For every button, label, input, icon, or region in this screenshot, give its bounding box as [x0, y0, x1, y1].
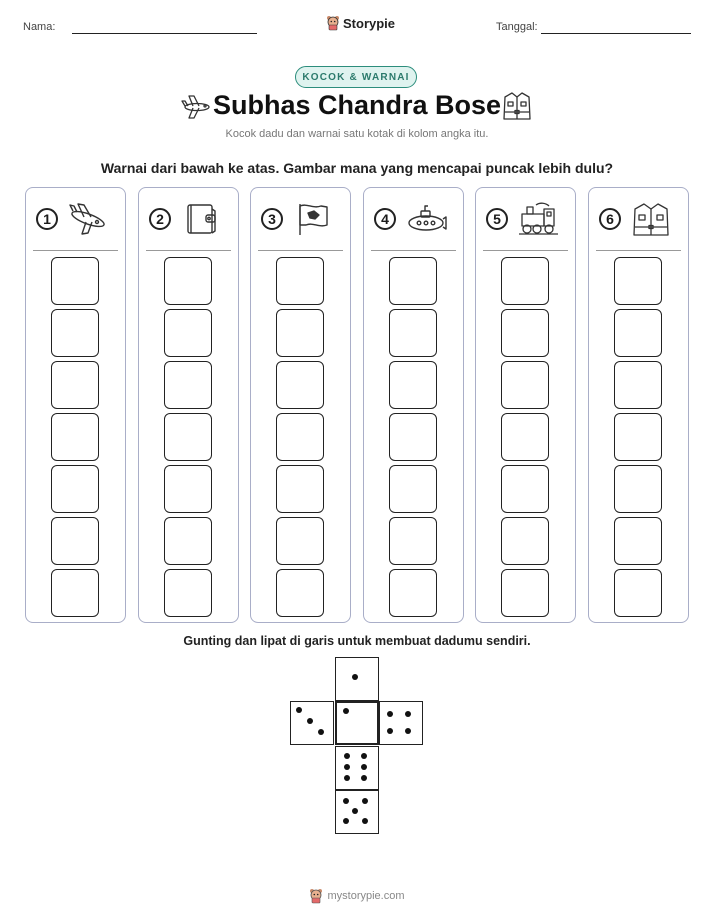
- subtitle: Kocok dadu dan warnai satu kotak di kolom angka itu.: [225, 128, 489, 140]
- submarine-icon: [404, 201, 448, 237]
- dice-pip: [362, 798, 368, 804]
- dice-pip: [361, 775, 367, 781]
- color-box[interactable]: [614, 361, 662, 409]
- color-box[interactable]: [389, 517, 437, 565]
- brand-name: Storypie: [343, 15, 396, 31]
- color-box[interactable]: [164, 309, 212, 357]
- color-box[interactable]: [164, 517, 212, 565]
- dice-face-3: [290, 701, 334, 745]
- dice-pip: [387, 711, 393, 717]
- dice-pip: [362, 818, 368, 824]
- date-line[interactable]: [541, 33, 691, 34]
- brand-logo: [326, 15, 395, 31]
- dice-pip: [405, 728, 411, 734]
- dice-pip: [318, 729, 324, 735]
- name-line[interactable]: [72, 33, 257, 34]
- mascot-icon: [309, 888, 323, 904]
- dice-pip: [307, 718, 313, 724]
- column-1: [25, 187, 126, 623]
- flag-icon: [291, 201, 335, 237]
- color-box[interactable]: [276, 569, 324, 617]
- column-6: [588, 187, 689, 623]
- train-icon: [516, 201, 560, 237]
- color-box[interactable]: [164, 413, 212, 461]
- color-box[interactable]: [501, 569, 549, 617]
- dice-face-1: [335, 701, 379, 745]
- color-box[interactable]: [276, 413, 324, 461]
- color-box[interactable]: [501, 517, 549, 565]
- column-divider: [146, 250, 231, 251]
- color-box[interactable]: [51, 361, 99, 409]
- dice-pip: [387, 728, 393, 734]
- color-box[interactable]: [51, 257, 99, 305]
- dice-pip: [361, 764, 367, 770]
- dice-pip: [343, 708, 349, 714]
- color-box[interactable]: [276, 465, 324, 513]
- dice-pip: [352, 808, 358, 814]
- coloring-instruction: Warnai dari bawah ke atas. Gambar mana yang mencapai puncak lebih dulu?: [100, 160, 614, 176]
- dice-pip: [343, 818, 349, 824]
- color-box[interactable]: [501, 465, 549, 513]
- dice-face-1: [335, 657, 379, 701]
- color-box[interactable]: [389, 309, 437, 357]
- column-divider: [371, 250, 456, 251]
- color-box[interactable]: [164, 257, 212, 305]
- color-box[interactable]: [276, 517, 324, 565]
- dice-pip: [344, 764, 350, 770]
- dice-net: [290, 657, 424, 835]
- color-box[interactable]: [389, 569, 437, 617]
- airplane-icon: [66, 201, 110, 237]
- uniform-icon: [502, 90, 532, 122]
- color-box[interactable]: [614, 569, 662, 617]
- dice-face-6: [335, 746, 379, 790]
- color-box[interactable]: [276, 257, 324, 305]
- dice-face-5: [335, 790, 379, 834]
- column-number: 2: [149, 208, 171, 230]
- color-box[interactable]: [389, 257, 437, 305]
- dice-pip: [361, 753, 367, 759]
- column-number: 5: [486, 208, 508, 230]
- color-box[interactable]: [389, 465, 437, 513]
- color-box[interactable]: [501, 257, 549, 305]
- column-number: 4: [374, 208, 396, 230]
- column-divider: [33, 250, 118, 251]
- color-box[interactable]: [501, 361, 549, 409]
- cut-instruction: Gunting dan lipat di garis untuk membuat dadumu sendiri.: [183, 634, 531, 648]
- name-label: Nama:: [23, 21, 56, 33]
- activity-badge: KOCOK & WARNAI: [295, 66, 417, 88]
- date-label: Tanggal:: [496, 21, 538, 33]
- color-box[interactable]: [389, 361, 437, 409]
- column-number: 1: [36, 208, 58, 230]
- color-box[interactable]: [164, 465, 212, 513]
- column-divider: [483, 250, 568, 251]
- dice-pip: [344, 753, 350, 759]
- mascot-icon: [326, 15, 340, 31]
- color-box[interactable]: [614, 413, 662, 461]
- color-box[interactable]: [614, 309, 662, 357]
- color-box[interactable]: [276, 361, 324, 409]
- column-number: 3: [261, 208, 283, 230]
- page-title: Subhas Chandra Bose: [212, 90, 502, 120]
- dice-pip: [344, 775, 350, 781]
- book-icon: [179, 201, 223, 237]
- dice-pip: [296, 707, 302, 713]
- color-box[interactable]: [614, 465, 662, 513]
- dice-pip: [405, 711, 411, 717]
- color-box[interactable]: [51, 569, 99, 617]
- dice-pip: [343, 798, 349, 804]
- color-box[interactable]: [164, 361, 212, 409]
- color-box[interactable]: [51, 413, 99, 461]
- column-2: [138, 187, 239, 623]
- color-box[interactable]: [51, 517, 99, 565]
- color-box[interactable]: [389, 413, 437, 461]
- footer: [0, 888, 714, 904]
- color-box[interactable]: [51, 465, 99, 513]
- column-3: [250, 187, 351, 623]
- color-box[interactable]: [614, 517, 662, 565]
- column-divider: [596, 250, 681, 251]
- color-box[interactable]: [501, 413, 549, 461]
- color-box[interactable]: [51, 309, 99, 357]
- color-box[interactable]: [276, 309, 324, 357]
- column-divider: [258, 250, 343, 251]
- color-box[interactable]: [501, 309, 549, 357]
- column-number: 6: [599, 208, 621, 230]
- dice-face-4: [379, 701, 423, 745]
- color-box[interactable]: [614, 257, 662, 305]
- column-4: [363, 187, 464, 623]
- uniform-icon: [629, 201, 673, 237]
- footer-url[interactable]: mystorypie.com: [327, 890, 405, 902]
- column-5: [475, 187, 576, 623]
- dice-pip: [352, 674, 358, 680]
- color-box[interactable]: [164, 569, 212, 617]
